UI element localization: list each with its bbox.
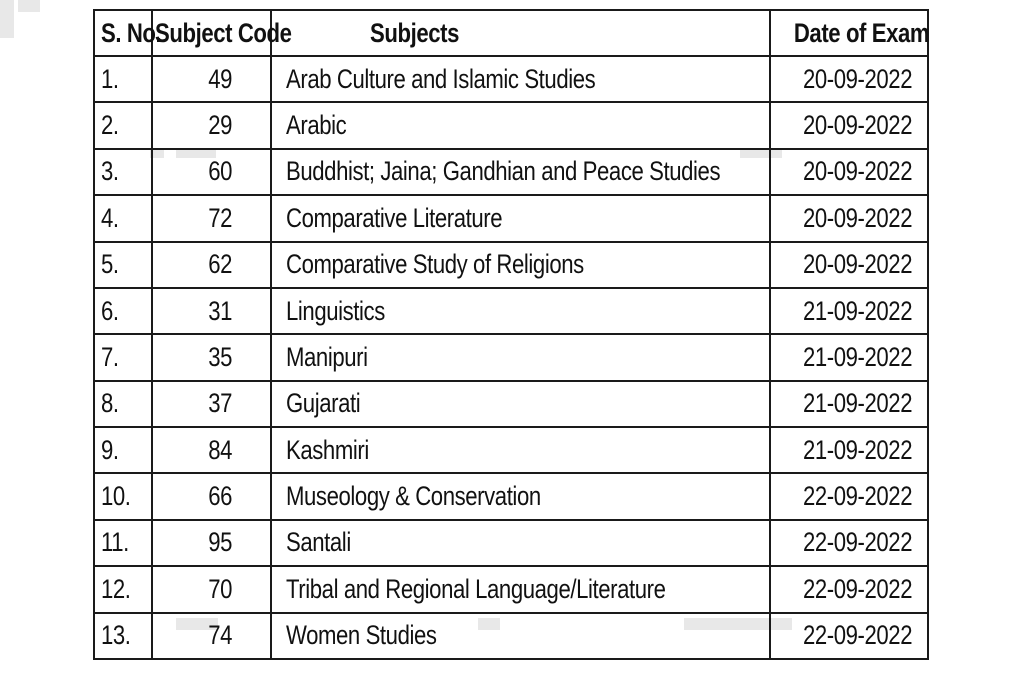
cell-date-of-exam-text: 20-09-2022 [802, 110, 912, 141]
table-row [94, 566, 928, 612]
header-subjects: Subjects [271, 10, 770, 56]
table-row [94, 288, 928, 334]
cell-date-of-exam-text: 22-09-2022 [802, 573, 912, 604]
cell-sno-text: 3. [101, 156, 119, 187]
cell-sno-text: 4. [101, 202, 119, 233]
cell-sno [94, 149, 152, 195]
cell-subject-text: Linguistics [285, 295, 385, 326]
cell-date-of-exam-text: 20-09-2022 [802, 156, 912, 187]
cell-subject-text: Comparative Study of Religions [285, 249, 584, 280]
cell-sno [94, 288, 152, 334]
cell-sno-text: 8. [101, 388, 119, 419]
cell-subject-code-text: 29 [208, 110, 232, 141]
cell-subject [271, 56, 770, 102]
cell-subject-text: Buddhist; Jaina; Gandhian and Peace Studies [285, 156, 720, 187]
cell-sno-text: 10. [101, 481, 131, 512]
cell-sno-text: 11. [101, 527, 129, 558]
cell-subject [271, 613, 770, 660]
cell-subject-code-text: 49 [208, 63, 232, 94]
cell-date-of-exam-text: 22-09-2022 [802, 481, 912, 512]
cell-sno [94, 473, 152, 519]
cell-subject-code-text: 72 [208, 202, 232, 233]
cell-subject-code [152, 56, 271, 102]
scan-artifact [18, 0, 40, 12]
cell-subject-code [152, 149, 271, 195]
cell-subject [271, 334, 770, 380]
cell-date-of-exam [770, 473, 928, 519]
cell-subject [271, 242, 770, 288]
cell-date-of-exam [770, 149, 928, 195]
cell-subject-code-text: 37 [208, 388, 232, 419]
cell-subject-code [152, 473, 271, 519]
cell-subject-code [152, 242, 271, 288]
cell-subject-code-text: 95 [208, 527, 232, 558]
header-sno: S. No. [94, 10, 152, 56]
exam-schedule-table-container [93, 9, 929, 660]
cell-subject-code [152, 427, 271, 473]
cell-subject-code-text: 84 [208, 434, 232, 465]
cell-subject [271, 102, 770, 148]
cell-sno [94, 56, 152, 102]
cell-subject-code-text: 74 [208, 620, 232, 651]
table-row [94, 473, 928, 519]
table-row [94, 613, 928, 660]
cell-subject-code-text: 60 [208, 156, 232, 187]
cell-sno-text: 13. [101, 620, 131, 651]
table-row [94, 242, 928, 288]
cell-date-of-exam [770, 288, 928, 334]
table-row [94, 334, 928, 380]
table-row [94, 102, 928, 148]
cell-subject [271, 195, 770, 241]
cell-sno [94, 381, 152, 427]
cell-sno [94, 102, 152, 148]
cell-subject [271, 520, 770, 566]
cell-date-of-exam-text: 20-09-2022 [802, 202, 912, 233]
cell-subject-text: Women Studies [285, 620, 437, 651]
cell-subject [271, 473, 770, 519]
cell-subject-code [152, 381, 271, 427]
cell-subject-code-text: 70 [208, 573, 232, 604]
cell-subject-text: Manipuri [285, 341, 368, 372]
cell-subject [271, 566, 770, 612]
cell-date-of-exam-text: 22-09-2022 [802, 527, 912, 558]
cell-date-of-exam [770, 520, 928, 566]
cell-subject-code-text: 31 [208, 295, 232, 326]
cell-subject-text: Santali [285, 527, 351, 558]
scan-artifact [0, 0, 14, 38]
cell-subject-text: Gujarati [285, 388, 361, 419]
cell-subject-text: Kashmiri [285, 434, 369, 465]
cell-date-of-exam [770, 566, 928, 612]
cell-subject [271, 381, 770, 427]
table-row [94, 56, 928, 102]
cell-date-of-exam-text: 21-09-2022 [802, 434, 912, 465]
table-row [94, 381, 928, 427]
table-row [94, 195, 928, 241]
cell-sno-text: 6. [101, 295, 119, 326]
cell-date-of-exam [770, 334, 928, 380]
cell-date-of-exam-text: 20-09-2022 [802, 63, 912, 94]
cell-date-of-exam-text: 21-09-2022 [802, 388, 912, 419]
table-header-row [94, 10, 928, 56]
cell-sno-text: 5. [101, 249, 119, 280]
header-subject-code: Subject Code [152, 10, 271, 56]
cell-date-of-exam-text: 22-09-2022 [802, 620, 912, 651]
cell-sno-text: 2. [101, 110, 119, 141]
cell-sno [94, 613, 152, 660]
cell-date-of-exam [770, 195, 928, 241]
cell-subject-code [152, 566, 271, 612]
cell-sno [94, 242, 152, 288]
cell-date-of-exam-text: 21-09-2022 [802, 341, 912, 372]
cell-date-of-exam [770, 613, 928, 660]
cell-sno-text: 9. [101, 434, 119, 465]
cell-sno-text: 7. [101, 341, 119, 372]
cell-subject-code [152, 334, 271, 380]
cell-subject-code [152, 102, 271, 148]
cell-date-of-exam [770, 102, 928, 148]
cell-sno [94, 566, 152, 612]
cell-date-of-exam [770, 381, 928, 427]
cell-sno-text: 1. [101, 63, 119, 94]
cell-subject-text: Arabic [285, 110, 347, 141]
cell-sno [94, 334, 152, 380]
cell-subject-code [152, 613, 271, 660]
cell-subject-text: Museology & Conservation [285, 481, 541, 512]
cell-subject-text: Arab Culture and Islamic Studies [285, 63, 596, 94]
cell-date-of-exam [770, 242, 928, 288]
cell-subject-code-text: 66 [208, 481, 232, 512]
table-row [94, 427, 928, 473]
cell-date-of-exam [770, 427, 928, 473]
header-date-of-exam: Date of Exam [770, 10, 928, 56]
table-row [94, 520, 928, 566]
exam-schedule-table [93, 9, 929, 660]
cell-subject-code-text: 35 [208, 341, 232, 372]
cell-subject-code-text: 62 [208, 249, 232, 280]
cell-subject-code [152, 520, 271, 566]
cell-date-of-exam-text: 21-09-2022 [802, 295, 912, 326]
cell-subject [271, 288, 770, 334]
cell-sno [94, 195, 152, 241]
cell-subject-text: Tribal and Regional Language/Literature [285, 573, 666, 604]
cell-sno [94, 427, 152, 473]
cell-subject-text: Comparative Literature [285, 202, 503, 233]
cell-subject [271, 427, 770, 473]
cell-sno [94, 520, 152, 566]
cell-date-of-exam-text: 20-09-2022 [802, 249, 912, 280]
cell-subject-code [152, 288, 271, 334]
cell-date-of-exam [770, 56, 928, 102]
cell-sno-text: 12. [101, 573, 131, 604]
cell-subject-code [152, 195, 271, 241]
table-row [94, 149, 928, 195]
cell-subject [271, 149, 770, 195]
